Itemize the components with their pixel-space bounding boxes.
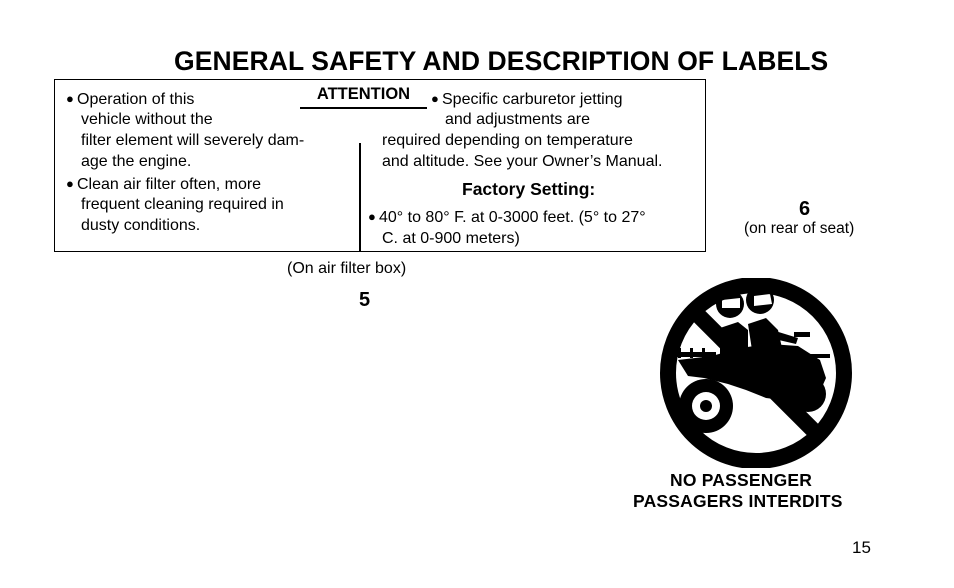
left-bullet1-line1: ● Operation of this xyxy=(66,91,195,108)
right-bullet1-line1: ● Specific carburetor jetting xyxy=(431,91,623,108)
label5-location: (On air filter box) xyxy=(287,260,407,277)
label6-number: 6 xyxy=(799,198,811,220)
left-bullet2-line3: dusty conditions. xyxy=(81,217,201,234)
left-bullet1-line4: age the engine. xyxy=(81,153,192,170)
attention-heading: ATTENTION xyxy=(316,85,411,103)
sign-caption-en: NO PASSENGER xyxy=(670,470,813,490)
left-bullet1-line3: filter element will severely dam- xyxy=(81,132,305,149)
left-bullet2-line1: ● Clean air filter often, more xyxy=(66,176,262,193)
right-bullet2-line2: C. at 0-900 meters) xyxy=(382,230,520,247)
factory-setting-heading: Factory Setting: xyxy=(462,179,596,199)
left-bullet2-line2: frequent cleaning required in xyxy=(81,196,284,213)
attention-underline xyxy=(300,107,427,109)
page-number: 15 xyxy=(852,538,871,557)
page-title: GENERAL SAFETY AND DESCRIPTION OF LABELS xyxy=(174,46,829,76)
sign-caption-fr: PASSAGERS INTERDITS xyxy=(633,491,843,511)
right-bullet2-line1: ● 40° to 80° F. at 0-3000 feet. (5° to 27° xyxy=(368,209,646,226)
right-bullet1-line3: required depending on temperature xyxy=(382,132,633,149)
right-bullet1-line2: and adjustments are xyxy=(445,111,590,128)
label6-location: (on rear of seat) xyxy=(744,220,855,237)
no-passenger-icon xyxy=(648,278,864,468)
label-divider xyxy=(359,143,361,252)
left-bullet1-line2: vehicle without the xyxy=(81,111,213,128)
label5-number: 5 xyxy=(359,289,371,311)
right-bullet1-line4: and altitude. See your Owner’s Manual. xyxy=(382,153,663,170)
